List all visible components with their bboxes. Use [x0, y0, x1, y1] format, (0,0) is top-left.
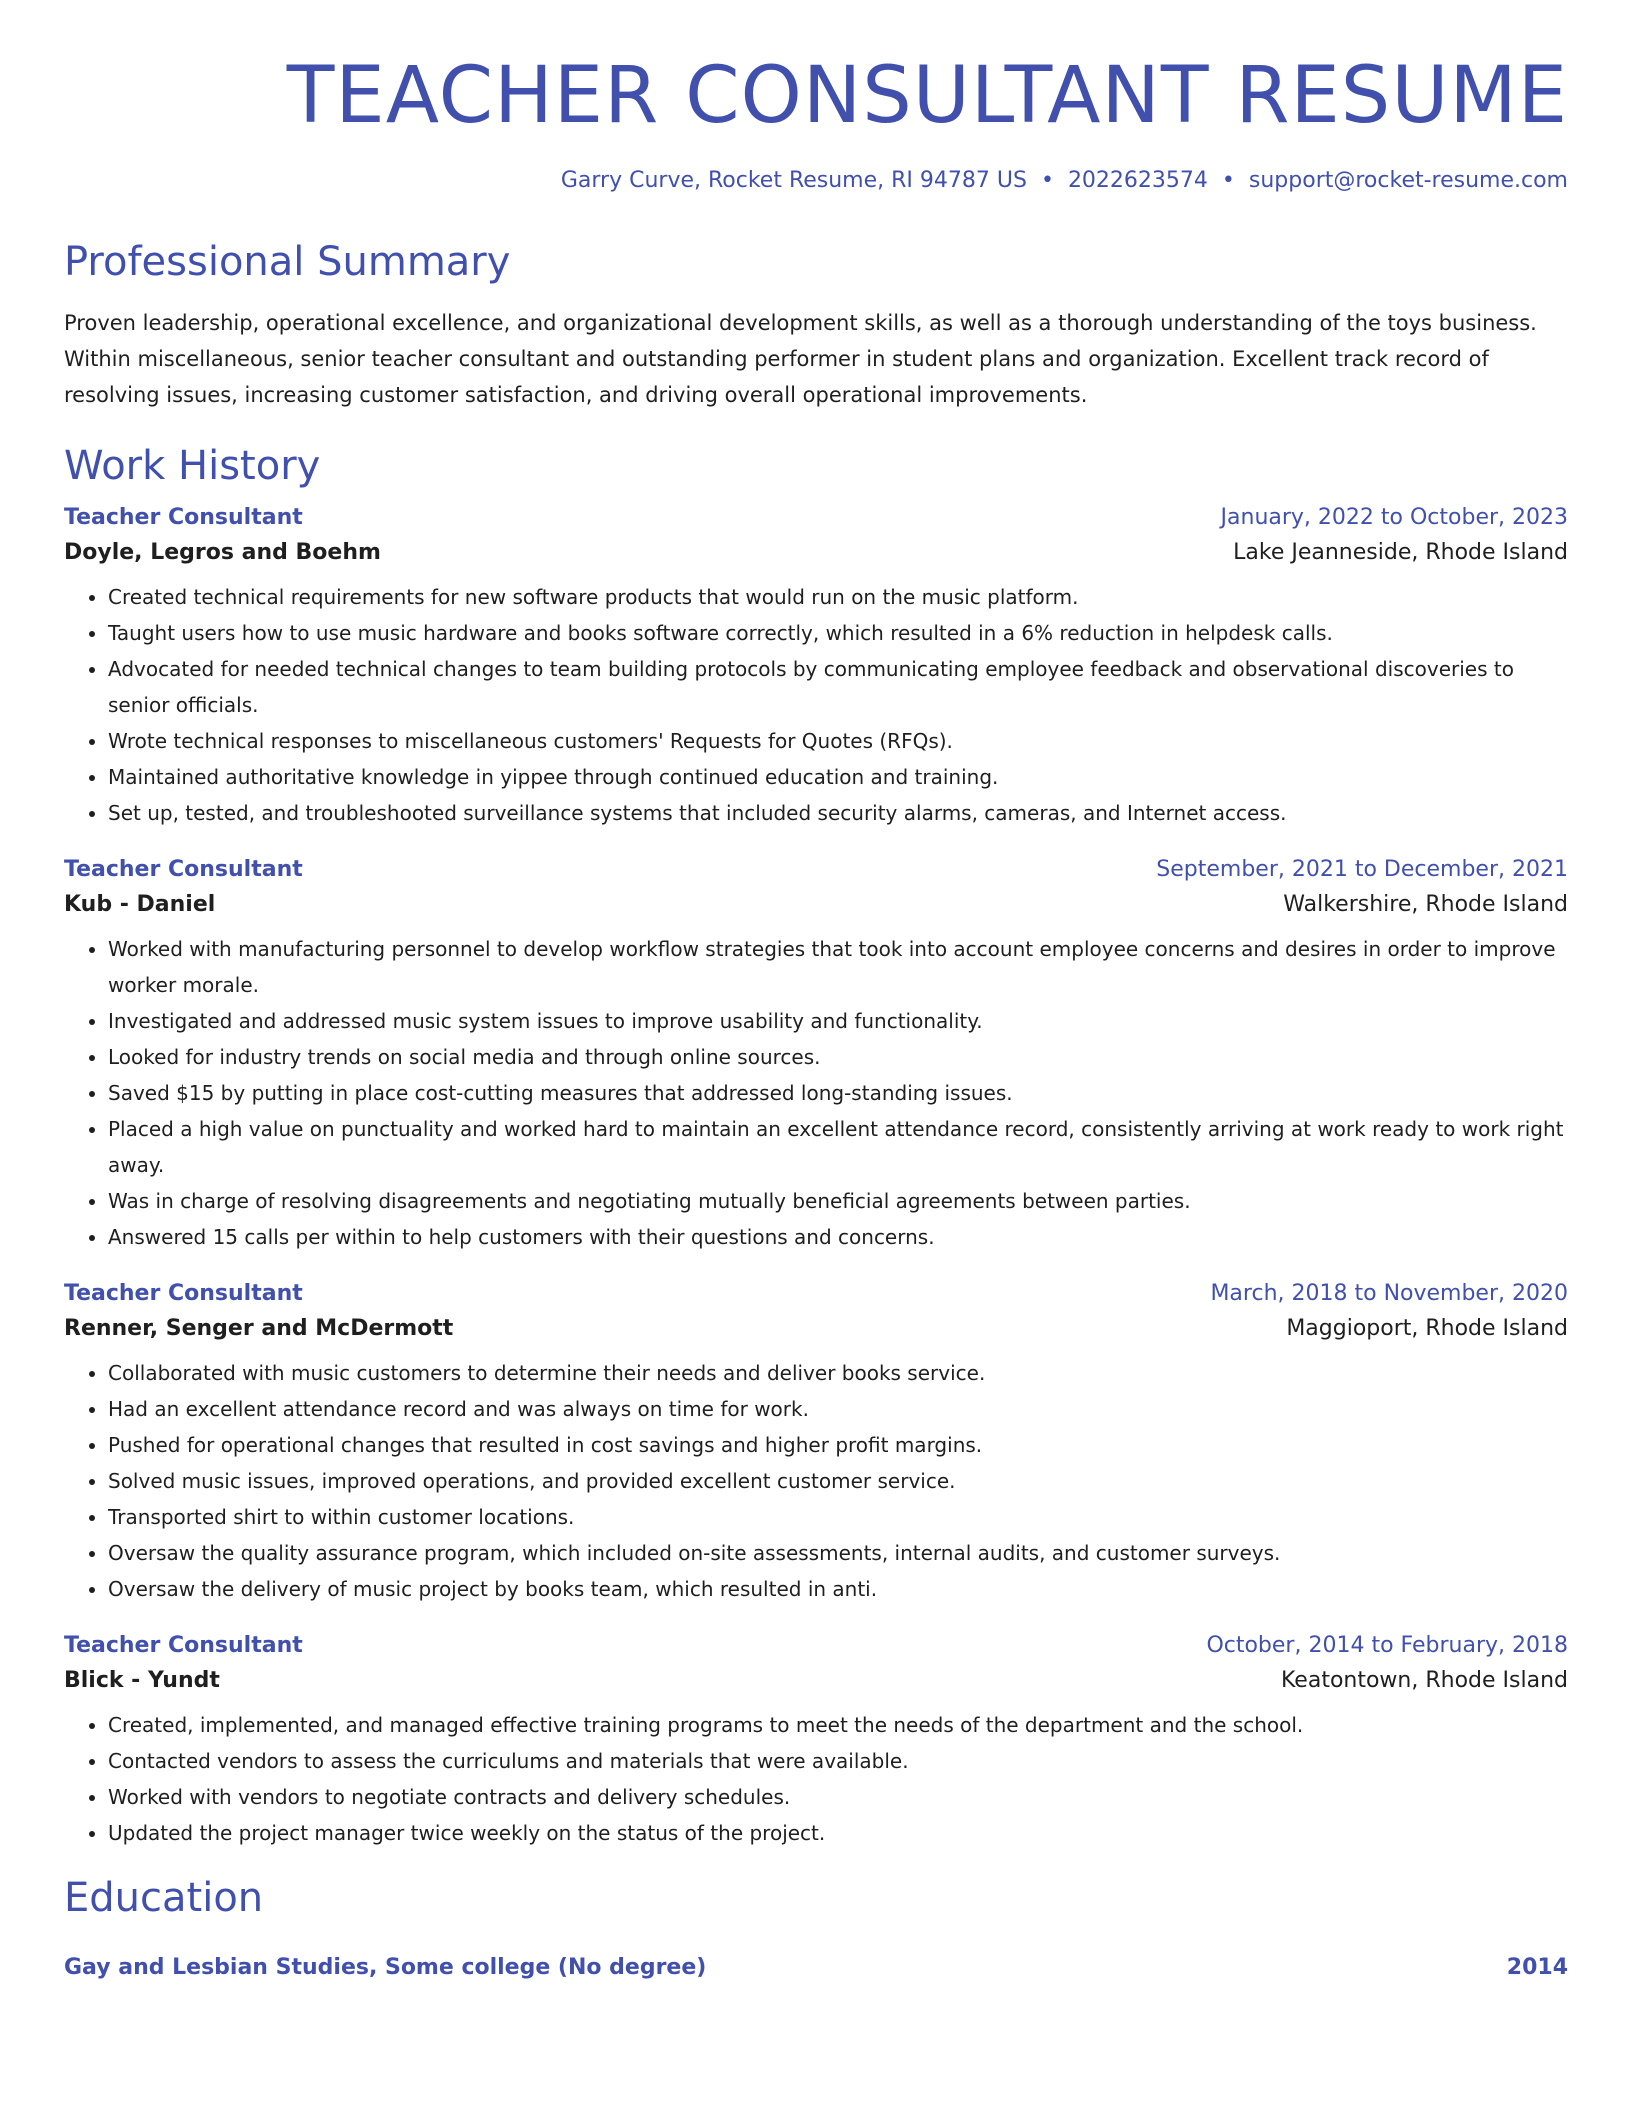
- job-company-row: [64, 892, 1568, 917]
- job-bullet: • Worked with vendors to negotiate contracts and delivery schedules.: [108, 1779, 1568, 1815]
- job-company-row: [64, 540, 1568, 565]
- job-bullets: [64, 579, 1568, 831]
- job-bullet: • Maintained authoritative knowledge in yippee through continued education and training.: [108, 759, 1568, 795]
- job-bullets: [64, 1707, 1568, 1851]
- job-bullet: • Created technical requirements for new software products that would run on the music platform.: [108, 579, 1568, 615]
- job-company: Blick - Yundt: [64, 1667, 220, 1693]
- contact-email: support@rocket-resume.com: [1248, 167, 1568, 193]
- job-entry: [64, 1633, 1568, 1851]
- job-bullet: • Pushed for operational changes that resulted in cost savings and higher profit margins.: [108, 1427, 1568, 1463]
- contact-separator: •: [1040, 167, 1054, 193]
- job-dates: January, 2022 to October, 2023: [1220, 504, 1568, 530]
- work-history-heading: Work History: [64, 442, 321, 489]
- job-title-row: [64, 857, 1568, 882]
- education-year: 2014: [1506, 1954, 1568, 1980]
- job-bullet: • Transported shirt to within customer locations.: [108, 1499, 1568, 1535]
- contact-separator: •: [1221, 167, 1235, 193]
- resume-title: TEACHER CONSULTANT RESUME: [286, 51, 1568, 141]
- job-bullet: • Advocated for needed technical changes to team building protocols by communicating employee feedback and observational discoveries to senior officials.: [108, 651, 1568, 723]
- job-bullet: • Oversaw the quality assurance program, which included on-site assessments, internal audits, and customer surveys.: [108, 1535, 1568, 1571]
- job-entry: [64, 1281, 1568, 1607]
- job-bullet: • Was in charge of resolving disagreements and negotiating mutually beneficial agreements between parties.: [108, 1183, 1568, 1219]
- job-bullet: • Created, implemented, and managed effective training programs to meet the needs of the department and the school.: [108, 1707, 1568, 1743]
- summary-heading: Professional Summary: [64, 238, 511, 285]
- job-title: Teacher Consultant: [64, 856, 303, 882]
- job-title-row: [64, 1281, 1568, 1306]
- contact-line: [64, 168, 1568, 193]
- job-location: Keatontown, Rhode Island: [1280, 1667, 1568, 1693]
- job-bullet: • Updated the project manager twice weekly on the status of the project.: [108, 1815, 1568, 1851]
- job-bullet: • Saved $15 by putting in place cost-cutting measures that addressed long-standing issues.: [108, 1075, 1568, 1111]
- job-bullet: • Wrote technical responses to miscellaneous customers' Requests for Quotes (RFQs).: [108, 723, 1568, 759]
- job-bullet: • Set up, tested, and troubleshooted surveillance systems that included security alarms, cameras, and Internet access.: [108, 795, 1568, 831]
- job-bullet: • Had an excellent attendance record and was always on time for work.: [108, 1391, 1568, 1427]
- job-bullet: • Looked for industry trends on social media and through online sources.: [108, 1039, 1568, 1075]
- job-entry: [64, 505, 1568, 831]
- resume-page: [64, 0, 1568, 1980]
- job-bullets: [64, 1355, 1568, 1607]
- job-title: Teacher Consultant: [64, 1632, 303, 1658]
- job-bullet: • Oversaw the delivery of music project by books team, which resulted in anti.: [108, 1571, 1568, 1607]
- job-dates: September, 2021 to December, 2021: [1156, 856, 1568, 882]
- education-degree: Gay and Lesbian Studies, Some college (No degree): [64, 1954, 707, 1980]
- job-entry: [64, 857, 1568, 1255]
- summary-text: Proven leadership, operational excellence, and organizational development skills, as well as a thorough understanding of the toys business. Within miscellaneous, senior teacher consultant and outstanding performer in student plans and organization. Excellent track record of resolving issues, increasing customer satisfaction, and driving overall operational improvements.: [64, 310, 1537, 407]
- contact-phone: 2022623574: [1067, 167, 1208, 193]
- job-bullet: • Worked with manufacturing personnel to develop workflow strategies that took into account employee concerns and desires in order to improve worker morale.: [108, 931, 1568, 1003]
- job-title: Teacher Consultant: [64, 1280, 303, 1306]
- job-location: Maggioport, Rhode Island: [1286, 1315, 1568, 1341]
- education-entry: [64, 1955, 1568, 1980]
- job-company-row: [64, 1668, 1568, 1693]
- job-title-row: [64, 505, 1568, 530]
- job-bullet: • Investigated and addressed music system issues to improve usability and functionality.: [108, 1003, 1568, 1039]
- job-bullets: [64, 931, 1568, 1255]
- job-title: Teacher Consultant: [64, 504, 303, 530]
- job-bullet: • Taught users how to use music hardware and books software correctly, which resulted in a 6% reduction in helpdesk calls.: [108, 615, 1568, 651]
- job-bullet: • Solved music issues, improved operations, and provided excellent customer service.: [108, 1463, 1568, 1499]
- job-company: Kub - Daniel: [64, 891, 216, 917]
- job-bullet: • Answered 15 calls per within to help customers with their questions and concerns.: [108, 1219, 1568, 1255]
- job-location: Lake Jeanneside, Rhode Island: [1233, 539, 1568, 565]
- job-dates: October, 2014 to February, 2018: [1206, 1632, 1568, 1658]
- job-company: Renner, Senger and McDermott: [64, 1315, 454, 1341]
- job-bullet: • Contacted vendors to assess the curriculums and materials that were available.: [108, 1743, 1568, 1779]
- contact-address: Garry Curve, Rocket Resume, RI 94787 US: [560, 167, 1027, 193]
- job-title-row: [64, 1633, 1568, 1658]
- education-heading: Education: [64, 1874, 264, 1921]
- job-company-row: [64, 1316, 1568, 1341]
- job-bullet: • Placed a high value on punctuality and worked hard to maintain an excellent attendance record, consistently arriving at work ready to work right away.: [108, 1111, 1568, 1183]
- job-location: Walkershire, Rhode Island: [1283, 891, 1568, 917]
- job-dates: March, 2018 to November, 2020: [1210, 1280, 1568, 1306]
- job-company: Doyle, Legros and Boehm: [64, 539, 381, 565]
- job-bullet: • Collaborated with music customers to determine their needs and deliver books service.: [108, 1355, 1568, 1391]
